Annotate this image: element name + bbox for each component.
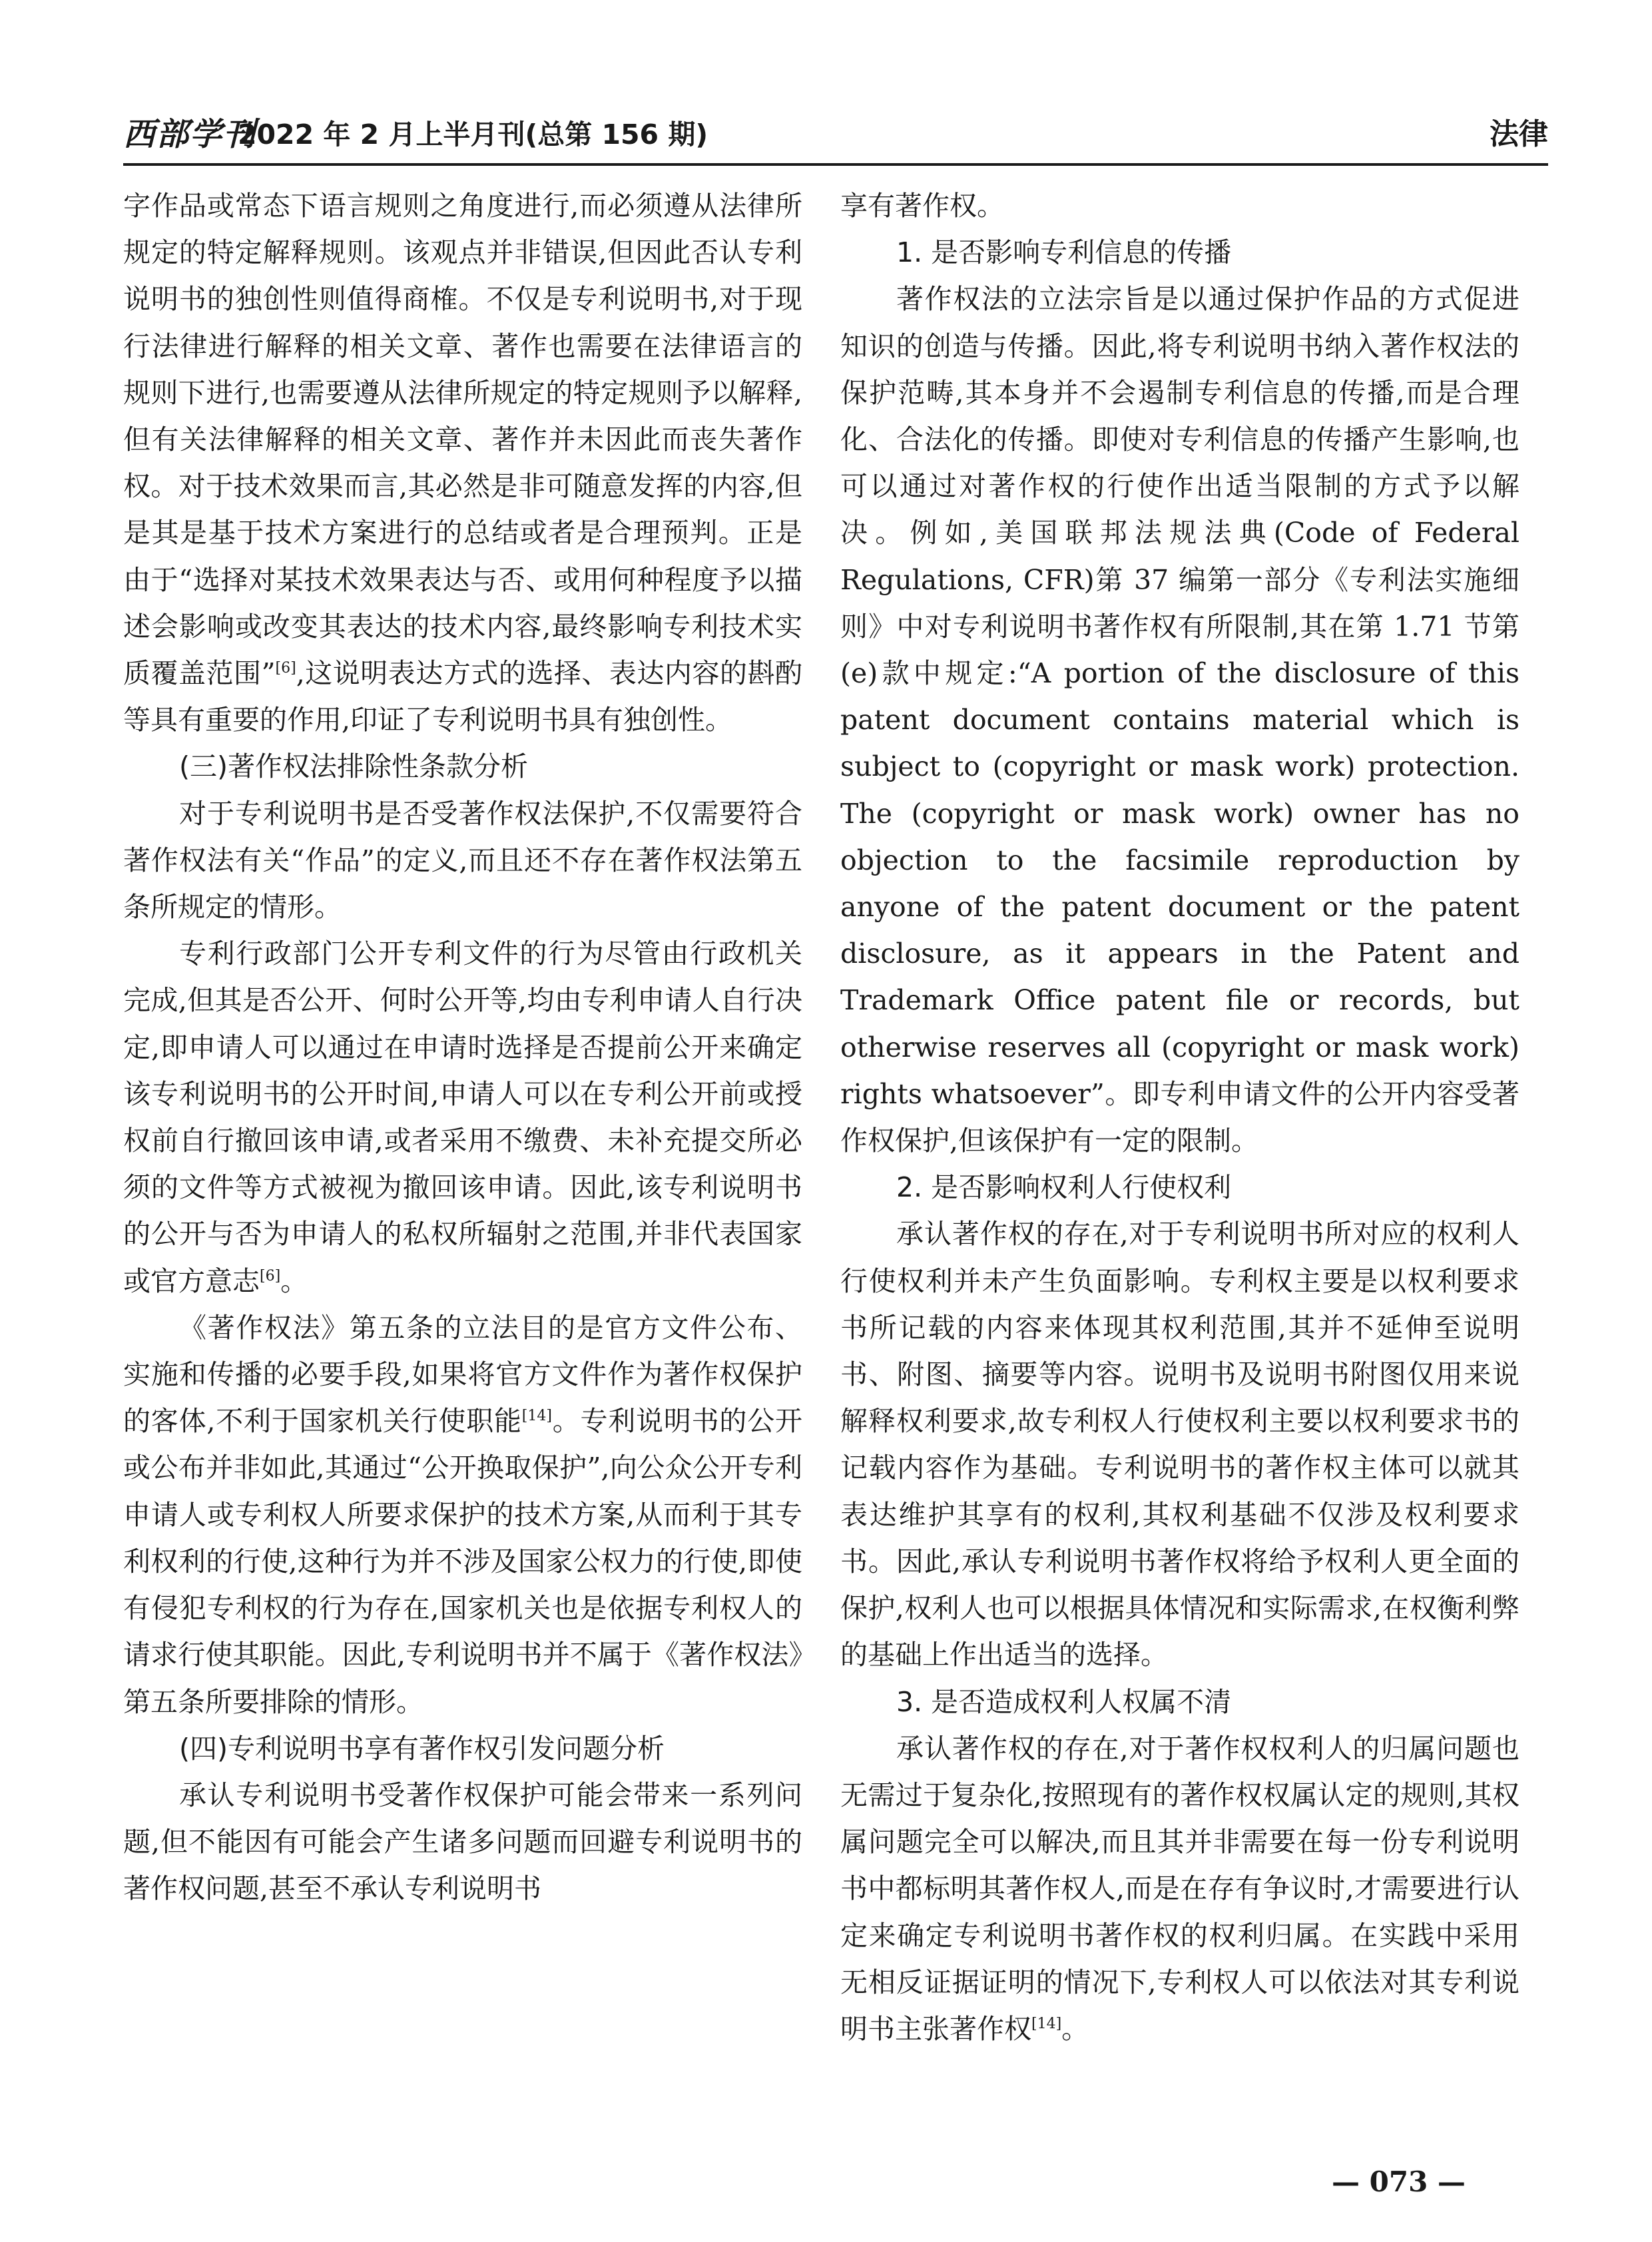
journal-logo: 西部学刊 [123, 116, 257, 153]
subheading: 1. 是否影响专利信息的传播 [896, 236, 1232, 269]
paragraph-tail: ,这说明表达方式的选择、表达内容的斟酌等具有重要的作用,印证了专利说明书具有独创性。 [123, 657, 802, 736]
subheading: (四)专利说明书享有著作权引发问题分析 [179, 1732, 665, 1765]
paragraph [123, 1304, 802, 1725]
paragraph-text: 专利行政部门公开专利文件的行为尽管由行政机关完成,但其是否公开、何时公开等,均由专利申请人自行决定,即申请人可以通过在申请时选择是否提前公开来确定该专利说明书的公开时间,申请人可以在专利公开前或授权前自行撤回该申请,或者采用不缴费、未补充提交所必须的文件等方式被视为撤回该申请。因此,该专利说明书的公开与否为申请人的私权所辐射之范围,并非代表国家或官方意志 [123, 938, 802, 1297]
right-column [840, 182, 1519, 2052]
paragraph [840, 1725, 1519, 2052]
paragraph: 承认著作权的存在,对于专利说明书所对应的权利人行使权利并未产生负面影响。专利权主要是以权利要求书所记载的内容来体现其权利范围,其并不延伸至说明书、附图、摘要等内容。说明书及说明书附图仅用来说解释权利要求,故专利权人行使权利主要以权利要求书的记载内容作为基础。专利说明书的著作权主体可以就其表达维护其享有的权利,其权利基础不仅涉及权利要求书。因此,承认专利说明书著作权将给予权利人更全面的保护,权利人也可以根据具体情况和实际需求,在权衡利弊的基础上作出适当的选择。 [840, 1218, 1519, 1671]
subheading: 2. 是否影响权利人行使权利 [896, 1171, 1232, 1204]
citation-ref: [14] [1031, 2015, 1062, 2032]
paragraph-text: 《著作权法》第五条的立法目的是官方文件公布、实施和传播的必要手段,如果将官方文件作为著作权保护的客体,不利于国家机关行使职能 [123, 1311, 802, 1438]
paragraph: 著作权法的立法宗旨是以通过保护作品的方式促进知识的创造与传播。因此,将专利说明书纳入著作权法的保护范畴,其本身并不会遏制专利信息的传播,而是合理化、合法化的传播。即使对专利信息的传播产生影响,也可以通过对著作权的行使作出适当限制的方式予以解决。例如,美国联邦法规法典(Code of Federal Regulations, CFR)第 37 编第一部分《专利法实施细则》中对专利说明书著作权有所限制,其在第 1.71 节第(e)款中规定:“A portion of the disclosure of this patent document contains material which is subject to (copyright or mask work) protection. The (copyright or mask work) owner has no objection to the facsimile reproduction by anyone of the patent document or the patent disclosure, as it appears in the Patent and Trademark Office patent file or records, but otherwise reserves all (copyright or mask work) rights whatsoever”。即专利申请文件的公开内容受著作权保护,但该保护有一定的限制。 [840, 283, 1519, 1157]
paragraph: 对于专利说明书是否受著作权法保护,不仅需要符合著作权法有关“作品”的定义,而且还不存在著作权法第五条所规定的情形。 [123, 797, 802, 924]
issue-info: 2022 年 2 月上半月刊(总第 156 期) [238, 119, 708, 150]
paragraph-text: 承认著作权的存在,对于著作权权利人的归属问题也无需过于复杂化,按照现有的著作权权属认定的规则,其权属问题完全可以解决,而且其并非需要在每一份专利说明书中都标明其著作权人,而是在存有争议时,才需要进行认定来确定专利说明书著作权的权利归属。在实践中采用无相反证据证明的情况下,专利权人可以依法对其专利说明书主张著作权 [840, 1732, 1519, 2045]
citation-ref: [14] [521, 1408, 552, 1425]
running-header [123, 112, 1548, 158]
paragraph-tail: 。专利说明书的公开或公布并非如此,其通过“公开换取保护”,向公众公开专利申请人或专利权人所要求保护的技术方案,从而利于其专利权利的行使,这种行为并不涉及国家公权力的行使,即使有侵犯专利权的行为存在,国家机关也是依据专利权人的请求行使其职能。因此,专利说明书并不属于《著作权法》第五条所要排除的情形。 [123, 1405, 803, 1718]
paragraph: 承认专利说明书受著作权保护可能会带来一系列问题,但不能因有可能会产生诸多问题而回避专利说明书的著作权问题,甚至不承认专利说明书 [123, 1779, 802, 1905]
citation-ref: [6] [260, 1267, 281, 1284]
citation-ref: [6] [275, 660, 296, 677]
section-label: 法律 [1490, 117, 1548, 151]
paragraph-text: 字作品或常态下语言规则之角度进行,而必须遵从法律所规定的特定解释规则。该观点并非错误,但因此否认专利说明书的独创性则值得商榷。不仅是专利说明书,对于现行法律进行解释的相关文章、著作也需要在法律语言的规则下进行,也需要遵从法律所规定的特定规则予以解释,但有关法律解释的相关文章、著作并未因此而丧失著作权。对于技术效果而言,其必然是非可随意发挥的内容,但是其是基于技术方案进行的总结或者是合理预判。正是由于“选择对某技术效果表达与否、或用何种程度予以描述会影响或改变其表达的技术内容,最终影响专利技术实质覆盖范围” [123, 190, 802, 690]
subheading: (三)著作权法排除性条款分析 [179, 750, 528, 783]
page-number: — 073 — [1332, 2165, 1466, 2198]
header-rule [123, 163, 1548, 166]
paragraph-tail: 。 [1061, 2012, 1089, 2045]
paragraph-tail: 。 [280, 1264, 308, 1297]
left-column [123, 182, 802, 1912]
paragraph [123, 930, 802, 1304]
subheading: 3. 是否造成权利人权属不清 [896, 1685, 1232, 1718]
paragraph [123, 182, 802, 743]
paragraph: 享有著作权。 [840, 190, 1004, 222]
